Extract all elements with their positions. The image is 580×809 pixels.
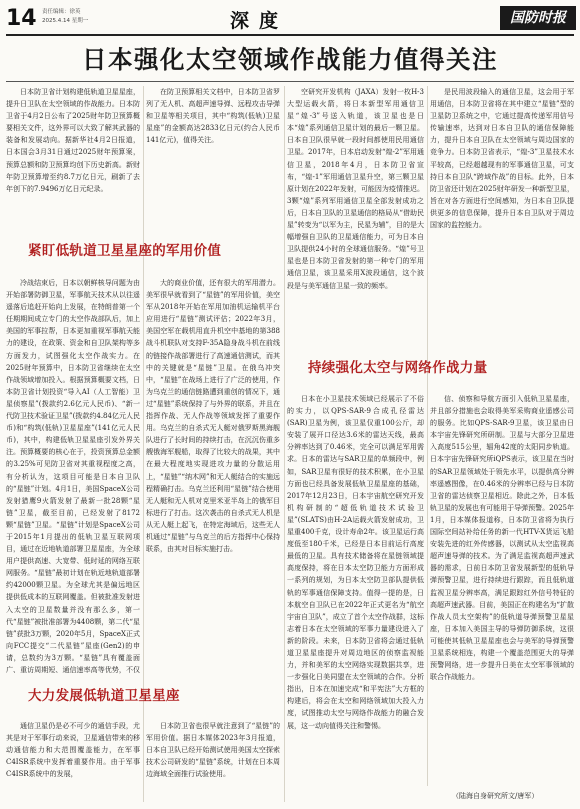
date-line: 2025.4.14 星期一: [42, 18, 89, 24]
article-column-1-middle: [6, 277, 140, 674]
article-column-2-middle: [146, 277, 280, 674]
editor-line: 责任编辑：徐英: [42, 9, 81, 15]
headline: 日本强化太空领域作战能力值得关注: [82, 45, 498, 74]
author-credit: （陆海自身研究所文/唐军）: [452, 792, 539, 800]
article-column-3-top: [287, 86, 424, 350]
article-column-4-top: [430, 86, 574, 350]
paragraph: 日本防卫省也很早就注意到了“星链”的军用价值。据日本媒体2023年3月报道，日本自卫队已经开始测试使用美国太空探索技术公司研发的“星链”系统，计划在日本周边海域全面推行试验使用。: [146, 722, 280, 779]
article-column-4-bottom: [430, 393, 574, 778]
subheading-3: 持续强化太空与网络作战力量: [308, 360, 488, 376]
paragraph: 信、侦察和导航方面引入低轨卫星星座，并且部分措施也会取得美军采购商业遥感公司的服务。比如QPS-SAR-9卫星，该卫星由日本宇宙先锋研究所研制。卫星与大部分卫星进入高度515公里，辐角42度的太阳同步轨道。日本宇宙先锋研究所iQPS表示，该卫星在当时的SAR卫星领域处于领先水平，以提供高分辨率遥感图像，在0.46米的分辨率已经与日本防卫省的雷达侦察卫星相近。除此之外，日本低轨卫星的发展也有可能用于导弹预警。2025年1月，日本媒体报道称，日本防卫省将为执行国际空间站补给任务的新一代HTV-X货运飞船安装先进的红外传感器，以测试从太空监视高超声速导弹的技术。为了满足监视高超声速武器的需求，日前日本防卫省发展新型的低轨导弹预警卫星，进行持续进行跟踪，而且低轨道监视卫星分辨率高，满足跟踪红外信号特征的高超声速武器。目前，美国正在构建名为“扩散作战人员太空架构”的低轨道导弹预警卫星星座，日本加入美国主导的导弹防御系统，这很可能使其低轨卫星星座也会与美军的导弹预警卫星系统相连，构建一个覆盖范围更大的导弹预警网络，进一步提升日美在太空军事领域的联合作战能力。: [430, 395, 574, 682]
header-meta: [42, 8, 88, 26]
subheading-2: 大力发展低轨道卫星星座: [28, 688, 180, 704]
subheading-1: 紧盯低轨道卫星星座的军用价值: [28, 243, 222, 259]
column-divider: [284, 86, 285, 802]
article-column-2-bottom: [146, 720, 280, 802]
page-number: 14: [6, 6, 37, 31]
paragraph: 日本在小卫星技术领域已经展示了不俗的实力，以QPS-SAR-9合成孔径雷达(SAR)卫星为例，该卫星仅重100公斤，却安装了展开口径达3.6米的雷达天线，最高分辨率达到了0.46米，完全可以满足军用需求。日本的雷达与SAR卫星的单频段中，例如，SAR卫星有很好的技术积累，在小卫星方面也已经具备发展低轨卫星星座的基础，2017年12月23日，日本宇宙航空研究开发机构研制的“超低轨道技术试验卫星”(SLATS)由H-2A运载火箭发射成功，卫星重400千克，设计寿命2年。该卫星运行高度低至180千米，已经是日本目前运行高度最低的卫星。具有技术储备将在星链领域提高度保持，将在日本太空防卫能力方面形成一系列的规划，为日本太空防卫部队提供低轨的军事通信保障支持。值得一提的是，日本航空自卫队已在2022年正式更名为“航空宇宙自卫队”，成立了首个太空作战群，这标志着日本在太空领域的军事力量建设进入了新的阶段。未来，日本防卫省将会通过低轨道卫星星座提升对周边地区的侦察监视能力，并和美军的太空网络实现数据共享，进一步强化日美同盟在太空领域的合作。分析指出，日本在加速完成“和平宪法”大方框的构建后，将会在太空和网络领域加大投入力度，试图推动太空与网络作战能力的融合发展，这一动向值得关注和警惕。: [287, 395, 424, 730]
paragraph: 日本防卫省计划构建低轨道卫星星座，提升日卫队在太空领域的作战能力。日本防卫省于4月2日公布了2025财年防卫预算概要相关文件，这外界可以大致了解其武器的装备和发展动向。据新华社4月2日报道，日本国会3月31日通过2025财年预算案，预算总额和防卫预算均创下历史新高。新财年防卫预算增至约8.7万亿日元，刷新了去年创下的7.9496万亿日元纪录。: [6, 88, 140, 193]
newspaper-logo: 国防时报: [500, 6, 576, 30]
article-column-3-bottom: [287, 393, 424, 791]
paragraph: 冷战结束后，日本以朝鲜核导问题为由开始部署防御卫星，军事航天技术从以往遥遥落后追赶开始向上发展，在特朗普第一个任期期间成立专门的太空作战部队后，加上美国的军事拉帮，日本更加重视军事航天能力的建设，在政策、资金和自卫队架构等多方面发力，试图强化太空作战实力。在2025财年预算中，日本防卫省继续在太空作战领域增加投入。根据预算概要文档，日本防卫省计划投资“导入AI（人工智能）卫星侦察星”(拨款约2.6亿元人民币)、“新一代防卫技术验证卫星”(拨款约4.84亿元人民币)和“构筑(低轨)卫星星座”(141亿元人民币)，其中，构建低轨卫星星座引发外界关注。预算概要的核心在于，投资预算总金额的3.25%可见防卫省对其重视程度之高，有分析认为，这项目可能是日本自卫队的“星链”计划。4月1日，美国SpaceX公司发射猎鹰9火箭发射了最新一批28颗“星链”卫星，截至目前，已经发射了8172颗“星链”卫星。“星链”计划是SpaceX公司于2015年1月提出的低轨卫星互联网项目，通过在近地轨道部署卫星星座，为全球用户提供高速、大宽带、低时延的网络互联网服务。“星链”最初计划在轨近地轨道部署约42000颗卫星。为全球尤其是偏远地区提供低成本的互联网覆盖。但被批准发射进入太空的卫星数量并没有那么多，第一代“星链”被批准部署为4408颗，第二代“星链”获批3万颗，2020年5月，SpaceX正式向FCC提交“二代星链”星座(Gen2)的申请，总数约为3万颗。“星链”具有覆盖面广、重访周期短、通信速率高等优势，不仅: [6, 279, 140, 674]
paragraph: 大的商业价值，还有很大的军用潜力。美军很早就看到了“星链”的军用价值，美空军从2018年开始在军用加油机运输机平台应用进行“星链”测试评估；2022年3月，美国空军在载机用直升机空中基地的第388战斗机联队对支持F-35A隐身战斗机在前线的链接作战部署进行了高速通信测试，而其中的关键就是“星链”卫星。在俄乌冲突中，“星链”在战场上进行了广泛的使用，作为乌克兰的通信链路遭到重创的情况下，通过“星链”系统保持了与外界的联系，并且在指挥作战、无人作战等领域发挥了重要作用。乌克兰的自杀式无人艇对俄罗斯黑海舰队进行了长时间的持续打击，在沉沉伤重多艘俄海军舰船，取得了比较大的战果，其中在最大程度地实现进攻力量的分散运用上，“星链”“纳木网”和无人艇结合的实施远程精确打击。乌克兰还利用“星链”结合使用无人艇和无人机对克里米亚半岛上的俄军目标进行了打击。这次袭击的自杀式无人机是从无人艇上起飞，在特定海域后，这些无人机通过“星链”与乌克兰的后方指挥中心保持联系，由其对目标实施打击。: [146, 279, 280, 554]
section-title: 深度: [230, 10, 289, 32]
page-header: [0, 0, 580, 38]
header-rule: [6, 34, 574, 36]
paragraph: 通信卫星仍是必不可少的通信手段，尤其是对于军事行动来说，卫星通信带来的移动通信能力和大范围覆盖能力，在军事C4ISR系统中发挥着重要作用。由于军事C4ISR系统中的发展，: [6, 722, 140, 779]
paragraph: 空研究开发机构（JAXA）发射一枚H-3大型运载火箭，将日本新型军用通信卫星“煌-3”号送入轨道，该卫星也是日本“煌”系列通信卫星计划的最后一颗卫星。日本自卫队很早就一段时间都使用民用通信卫星。2017年，日本启动发射“煌-2”军用通信卫星，2018年4月，日本防卫省宣布，“煌-1”军用通信卫星升空，第三颗卫星原计划在2022年发射，可能因为疫情推迟。3颗“煌”系列军用通信卫星全部发射成功之后，日本自卫队的卫星通信的格局从“借助民星”转变为“以军为主，民星为辅”，目的是大幅增强自卫队的卫星通信能力，可为日本自卫队提供24小时的全球通信服务。“煌”号卫星也是日本防卫省发射的第一种专门的军用通信卫星，该卫星采用X波段通信，这个波段是与美军通信卫星一致的频率。: [287, 88, 424, 290]
article-column-2-top: [146, 86, 280, 231]
article-column-1-top: [6, 86, 140, 231]
paragraph: 是民用波段输入的通信卫星，这会用于军用通信，日本防卫省将在其中建立“星链”型的卫星防卫系统之中，它通过提高传递军用信号传输速率，达到对日本自卫队的通信保障能力，提升日本自卫队在太空领域与周边国家的竞争力。日本防卫省表示，“煌-3”卫星技术水平较高，已经超越现有的军事通信卫星，可支持日本自卫队“跨域作战”的目标。此外，日本防卫省还计划在2025财年研发一种新型卫星，旨在对各方面进行空间感知，为日本自卫队提供更多的信息保障，提升日本自卫队对于周边国家的监控能力。: [430, 88, 574, 230]
paragraph: 在防卫预算相关文档中，日本防卫省罗列了无人机、高超声速导弹、远程攻击导弹和卫星等相关项目，其中“构筑(低轨)卫星星座”的金额高达2833亿日元(约合人民币141亿元)，值得关注。: [146, 88, 280, 145]
headline-rule: [6, 81, 574, 82]
article-column-1-bottom: [6, 720, 140, 802]
column-divider: [427, 86, 428, 786]
